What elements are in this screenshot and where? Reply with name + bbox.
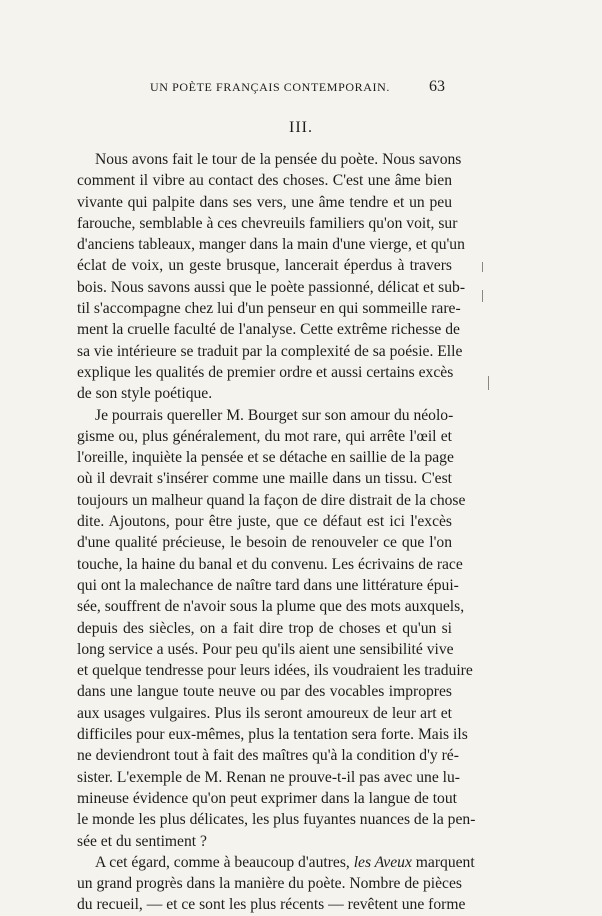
body-text (77, 149, 476, 916)
text-line: touche, la haine du banal et du convenu. Les écrivains de race (77, 555, 463, 573)
text-line: et quelque tendresse pour leurs idées, ils voudraient les traduire (77, 662, 473, 680)
italic-title: les Aveux (353, 853, 412, 871)
text-line: du recueil, — et ce sont les plus récents — revêtent une forme (77, 896, 466, 914)
text-line: d'anciens tableaux, manger dans la main d'une vierge, et qu'un (77, 236, 465, 254)
margin-mark (482, 290, 483, 302)
text-line: difficiles pour eux-mêmes, plus la tentation sera forte. Mais ils (77, 726, 468, 744)
text-line: où il devrait s'insérer comme une maille dans un tissu. C'est (77, 470, 452, 488)
text-line: d'une qualité précieuse, le besoin de renouveler ce que l'on (77, 534, 452, 552)
text-line: un grand progrès dans la manière du poète. Nombre de pièces (77, 875, 462, 893)
text-line: ne deviendront tout à fait des maîtres qu'à la condition d'y ré- (77, 747, 459, 765)
text-line: Je pourrais quereller M. Bourget sur son amour du néolo- (95, 406, 454, 424)
text-line: l'oreille, inquiète la pensée et se détache en saillie de la page (77, 449, 454, 467)
page-number: 63 (429, 78, 445, 95)
line-text: A cet égard, comme à beaucoup d'autres, (95, 853, 354, 871)
text-line: vivante qui palpite dans ses vers, une âme tendre et un peu (77, 193, 452, 211)
running-head (150, 78, 445, 98)
text-line: le monde les plus délicates, les plus fuyantes nuances de la pen- (77, 811, 476, 829)
text-line: gisme ou, plus généralement, du mot rare, qui arrête l'œil et (77, 427, 452, 445)
text-line: sée, souffrent de n'avoir sous la plume que des mots auxquels, (77, 598, 465, 616)
text-line: comment il vibre au contact des choses. C'est une âme bien (77, 172, 452, 190)
text-line: til s'accompagne chez lui d'un penseur en qui sommeille rare- (77, 300, 461, 318)
text-line: explique les qualités de premier ordre et aussi certains excès (77, 363, 454, 381)
text-line: sée et du sentiment ? (77, 832, 207, 850)
running-title: UN POÈTE FRANÇAIS CONTEMPORAIN. (150, 80, 390, 94)
margin-mark (482, 262, 483, 272)
text-line: qui ont la malechance de naître tard dans une littérature épui- (77, 576, 459, 594)
text-line: sa vie intérieure se traduit par la complexité de sa poésie. Elle (77, 342, 463, 360)
text-line: sister. L'exemple de M. Renan ne prouve-t-il pas avec une lu- (77, 768, 460, 786)
section-heading: III. (289, 119, 313, 136)
text-line: ment la cruelle faculté de l'analyse. Cette extrême richesse de (77, 321, 460, 339)
text-line: farouche, semblable à ces chevreuils familiers qu'on voit, sur (77, 214, 458, 232)
text-line: dite. Ajoutons, pour être juste, que ce défaut est ici l'excès (77, 513, 452, 531)
text-line: dans une langue toute neuve ou par des vocables impropres (77, 683, 452, 701)
text-line: de son style poétique. (77, 385, 213, 403)
text-line: depuis des siècles, on a fait dire trop de choses et qu'un si (77, 619, 452, 637)
text-line: éclat de voix, un geste brusque, lancerait éperdus à travers (77, 257, 452, 275)
text-line: mineuse évidence qu'on peut exprimer dans la langue de tout (77, 789, 457, 807)
text-line: toujours un malheur quand la façon de dire distrait de la chose (77, 491, 466, 509)
text-line: long service a usés. Pour peu qu'ils aient une sensibilité vive (77, 640, 454, 658)
text-line: aux usages vulgaires. Plus ils seront amoureux de leur art et (77, 704, 452, 722)
text-line: Nous avons fait le tour de la pensée du poète. Nous savons (95, 151, 462, 168)
margin-mark (488, 376, 489, 390)
text-line (77, 852, 475, 873)
line-text-after: marquent (411, 853, 475, 871)
text-line: bois. Nous savons aussi que le poète passionné, délicat et sub- (77, 278, 466, 296)
